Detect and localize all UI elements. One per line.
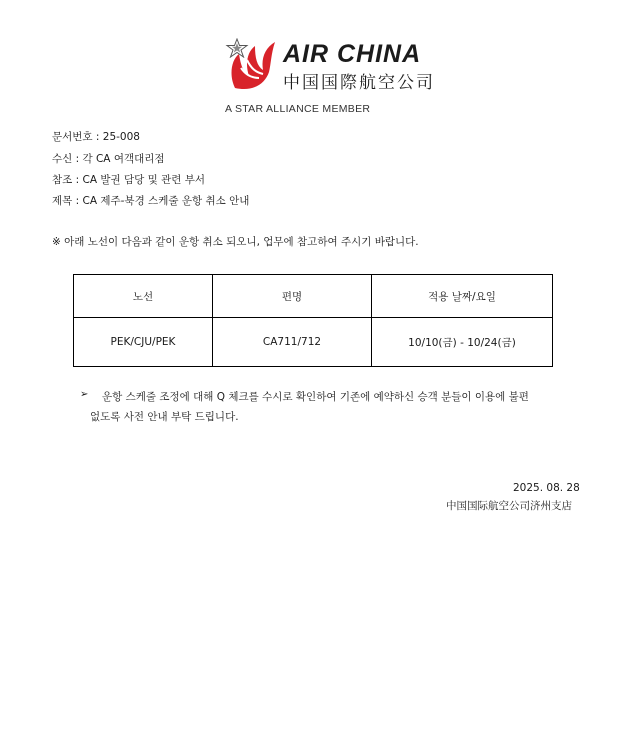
brand-name-en: AIR CHINA: [283, 40, 422, 68]
star-alliance-icon: [225, 38, 249, 58]
bullet-line-1: 운항 스케줄 조정에 대해 Q 체크를 수시로 확인하여 기존에 예약하신 승객 분들이 이용에 불편: [102, 391, 529, 403]
schedule-table: [73, 274, 553, 367]
notice-text: ※ 아래 노선이 다음과 같이 운항 취소 되오니, 업무에 참고하여 주시기 바랍니다.: [52, 236, 419, 248]
brand-name-cn: 中国国際航空公司: [283, 73, 435, 93]
document-number: 문서번호 : 25-008: [52, 131, 140, 143]
star-alliance-text: A STAR ALLIANCE MEMBER: [225, 103, 371, 115]
reference: 참조 : CA 발권 담당 및 관련 부서: [52, 174, 205, 186]
bullet-text: [90, 387, 576, 427]
air-china-logo: [225, 38, 435, 118]
column-header-flight: 편명: [213, 275, 372, 318]
document-date: 2025. 08. 28: [513, 482, 580, 494]
recipient: 수신 : 각 CA 여객대리점: [52, 153, 165, 165]
subject: 제목 : CA 제주-북경 스케줄 운항 취소 안내: [52, 195, 250, 207]
cell-route: PEK/CJU/PEK: [74, 318, 213, 367]
bullet-line-2: 없도록 사전 안내 부탁 드립니다.: [90, 411, 239, 423]
column-header-dates: 적용 날짜/요일: [372, 275, 553, 318]
table-row: [74, 318, 553, 367]
table-header-row: [74, 275, 553, 318]
cell-dates: 10/10(금) - 10/24(금): [372, 318, 553, 367]
bullet-arrow-icon: ➢: [80, 389, 89, 400]
column-header-route: 노선: [74, 275, 213, 318]
cell-flight: CA711/712: [213, 318, 372, 367]
issuing-branch: 中国国际航空公司济州支店: [446, 500, 572, 512]
